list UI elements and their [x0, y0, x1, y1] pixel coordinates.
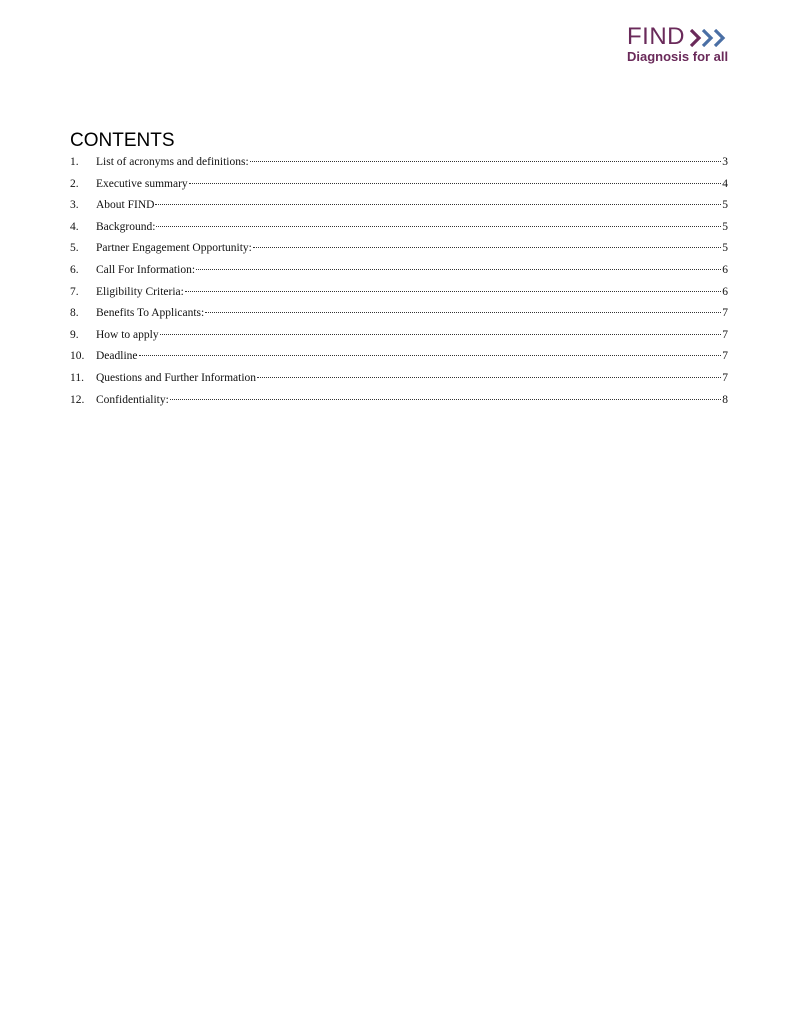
toc-entry[interactable] [70, 260, 728, 282]
toc-entry-title[interactable]: Executive summary [96, 177, 188, 190]
toc-entry-page[interactable]: 3 [722, 156, 728, 168]
toc-entry-number: 3. [70, 199, 79, 212]
toc-entry-title[interactable]: Eligibility Criteria: [96, 285, 184, 298]
toc-entry-number: 8. [70, 307, 79, 320]
toc-entry-page[interactable]: 5 [722, 199, 728, 212]
toc-entry[interactable] [70, 217, 728, 239]
toc-entry-page[interactable]: 6 [722, 285, 728, 298]
toc-dot-leader [196, 269, 721, 270]
toc-entry-page[interactable]: 5 [722, 242, 728, 255]
toc-dot-leader [257, 377, 721, 378]
toc-entry-number: 6. [70, 263, 79, 276]
toc-dot-leader [156, 226, 721, 227]
toc-entry-page[interactable]: 7 [722, 328, 728, 341]
toc-entry[interactable] [70, 174, 728, 196]
toc-entry-title[interactable]: Partner Engagement Opportunity: [96, 242, 252, 255]
toc-entry-title[interactable]: Background: [96, 220, 156, 233]
toc-entry[interactable] [70, 238, 728, 260]
toc-dot-leader [189, 183, 722, 184]
toc-entry-number: 7. [70, 285, 79, 298]
toc-dot-leader [185, 291, 721, 292]
table-of-contents [70, 152, 728, 411]
toc-entry-page[interactable]: 4 [722, 177, 728, 190]
toc-entry-title[interactable]: List of acronyms and definitions: [96, 156, 249, 168]
toc-entry[interactable] [70, 195, 728, 217]
toc-entry-number: 1. [70, 156, 79, 168]
toc-entry[interactable] [70, 325, 728, 347]
toc-dot-leader [139, 355, 722, 356]
toc-entry[interactable] [70, 346, 728, 368]
toc-entry-title[interactable]: Benefits To Applicants: [96, 307, 205, 320]
toc-dot-leader [160, 334, 722, 335]
toc-dot-leader [205, 312, 721, 313]
logo-tagline: Diagnosis for all [627, 49, 729, 64]
toc-entry[interactable] [70, 390, 728, 412]
toc-entry-title[interactable]: Questions and Further Information [96, 371, 257, 384]
triple-chevron-icon [690, 29, 728, 47]
toc-entry-page[interactable]: 7 [722, 350, 728, 363]
toc-entry-number: 5. [70, 242, 79, 255]
toc-dot-leader [170, 399, 721, 400]
toc-entry-page[interactable]: 7 [722, 371, 728, 384]
toc-entry-title[interactable]: Confidentiality: [96, 393, 169, 406]
toc-entry-title[interactable]: How to apply [96, 328, 159, 341]
toc-dot-leader [253, 247, 721, 248]
toc-entry-title[interactable]: Deadline [96, 350, 138, 363]
toc-entry-page[interactable]: 8 [722, 393, 728, 406]
toc-entry-number: 9. [70, 328, 79, 341]
toc-entry[interactable] [70, 368, 728, 390]
toc-entry-title[interactable]: Call For Information: [96, 263, 196, 276]
toc-entry-number: 12. [70, 393, 85, 406]
toc-entry-number: 11. [70, 371, 84, 384]
toc-entry-number: 4. [70, 220, 79, 233]
toc-dot-leader [250, 161, 722, 162]
toc-entry[interactable] [70, 303, 728, 325]
toc-entry-number: 10. [70, 350, 85, 363]
toc-entry[interactable] [70, 152, 728, 174]
toc-entry-title[interactable]: About FIND [96, 199, 155, 212]
logo-wordmark: FIND [627, 23, 685, 50]
toc-entry-page[interactable]: 5 [722, 220, 728, 233]
toc-entry-number: 2. [70, 177, 79, 190]
toc-dot-leader [155, 204, 721, 205]
toc-entry-page[interactable]: 7 [722, 307, 728, 320]
toc-entry[interactable] [70, 282, 728, 304]
toc-entry-page[interactable]: 6 [722, 263, 728, 276]
find-logo [627, 24, 737, 66]
contents-heading: CONTENTS [70, 130, 175, 151]
